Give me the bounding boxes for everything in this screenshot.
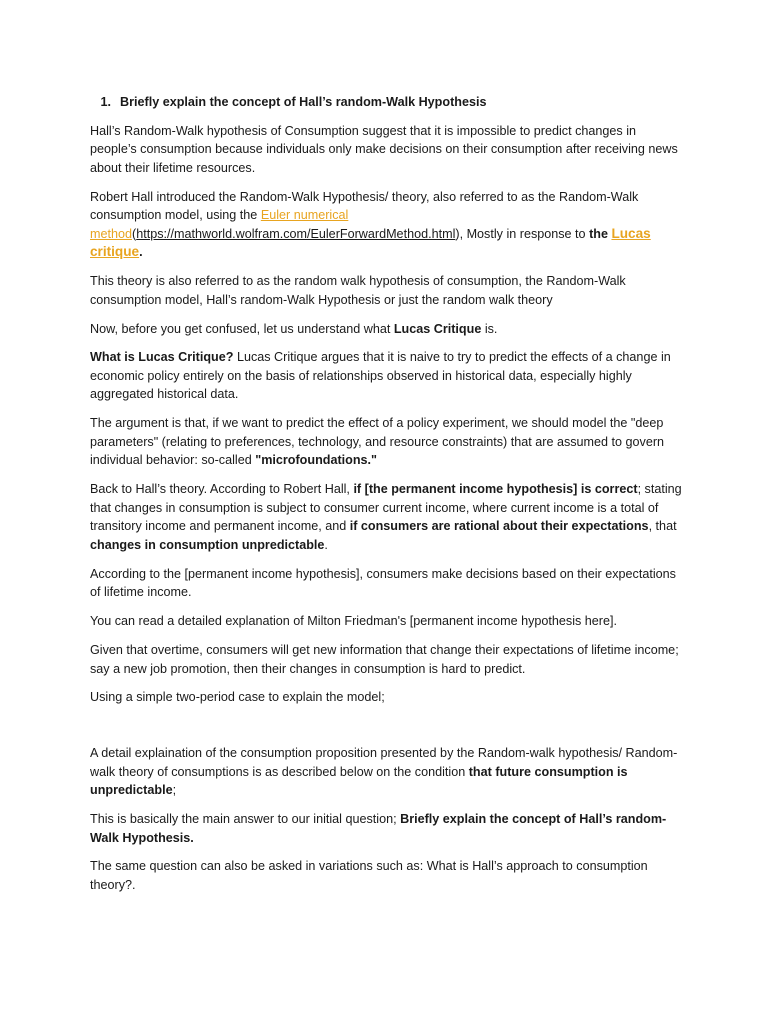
- bold-run: that future consumption is unpredictable: [90, 764, 628, 798]
- paragraph-argument: [90, 414, 686, 470]
- paragraph-hall-intro: [90, 188, 686, 262]
- paragraph-aliases: This theory is also referred to as the random walk hypothesis of consumption, the Random-Walk consumption model, Hall’s random-Walk Hypothesis or just the random walk theory: [90, 274, 626, 307]
- paragraph-friedman: You can read a detailed explanation of Milton Friedman's [permanent income hypothesis here].: [90, 614, 617, 629]
- lucas-critique-link[interactable]: Lucas critique: [90, 225, 651, 260]
- text-run: , that: [648, 519, 677, 534]
- bold-run: What is Lucas Critique?: [90, 350, 234, 365]
- text-run: Now, before you get confused, let us understand what: [90, 321, 394, 336]
- paragraph-back-to-hall: [90, 480, 686, 554]
- document-body: [90, 93, 686, 905]
- text-run: Back to Hall’s theory. According to Robert Hall,: [90, 482, 354, 497]
- paragraph-detail: [90, 744, 686, 800]
- paragraph-lucas-lead: [90, 320, 686, 339]
- text-run: ), Mostly in response to: [455, 226, 590, 241]
- bold-run: Lucas Critique: [393, 321, 482, 336]
- text-run: ;: [172, 783, 177, 798]
- paragraph-overtime: Given that overtime, consumers will get new information that change their expectations of lifetime income; say a new job promotion, then their changes in consumption is hard to predict.: [90, 642, 679, 676]
- text-run: The argument is that, if we want to predict the effect of a policy experiment, we should model the "deep parameters" (relating to preferences, technology, and resource constraints) that are assumed to govern individual behavior: so-called: [90, 416, 665, 468]
- bold-run: Briefly explain the concept of Hall’s random-Walk Hypothesis.: [90, 812, 667, 845]
- section-heading: [90, 93, 686, 112]
- paragraph-variations: The same question can also be asked in variations such as: What is Hall’s approach to consumption theory?.: [90, 859, 648, 893]
- text-run: .: [324, 538, 328, 552]
- bold-run: changes in consumption unpredictable: [90, 538, 325, 552]
- heading-text: Briefly explain the concept of Hall’s random-Walk Hypothesis: [120, 95, 487, 109]
- bold-run: "microfoundations.": [255, 453, 378, 468]
- paragraph-two-period: Using a simple two-period case to explain the model;: [90, 690, 385, 705]
- text-run: Robert Hall introduced the Random-Walk Hypothesis/ theory, also referred to as the Random-Walk consumption model, using the: [90, 189, 639, 223]
- paragraph-intro: Hall’s Random-Walk hypothesis of Consumption suggest that it is impossible to predict changes in people’s consumption because individuals only make decisions on their consumption after receiving news about their lifetime resources.: [90, 123, 678, 175]
- bold-run: if consumers are rational about their expectations: [349, 519, 649, 534]
- bold-run: the: [589, 226, 612, 241]
- heading-number: 1.: [100, 95, 111, 109]
- blank-space: [90, 717, 686, 744]
- text-run: (: [132, 226, 137, 241]
- text-run: This is basically the main answer to our initial question;: [90, 812, 401, 827]
- bold-run: .: [139, 245, 143, 260]
- paragraph-lucas-definition: [90, 348, 686, 404]
- bold-run: if [the permanent income hypothesis] is correct: [353, 482, 638, 497]
- text-run: A detail explaination of the consumption proposition presented by the Random-walk hypothesis/ Random-walk theory of consumptions is as described below on the condition: [90, 746, 678, 779]
- paragraph-pih: According to the [permanent income hypothesis], consumers make decisions based on their expectations of lifetime income.: [90, 566, 676, 600]
- text-run: ; stating that changes in consumption is subject to consumer current income, where current income is a total of transitory income and permanent income, and: [90, 482, 682, 534]
- text-run: is.: [481, 321, 498, 336]
- mathworld-url-link[interactable]: https://mathworld.wolfram.com/EulerForwardMethod.html: [136, 226, 456, 241]
- paragraph-main-answer: [90, 810, 686, 847]
- text-run: Lucas Critique argues that it is naive to try to predict the effects of a change in economic policy entirely on the basis of relationships observed in historical data, especially highly aggregated historical data.: [90, 350, 671, 402]
- euler-method-link[interactable]: Euler numerical method: [90, 208, 349, 241]
